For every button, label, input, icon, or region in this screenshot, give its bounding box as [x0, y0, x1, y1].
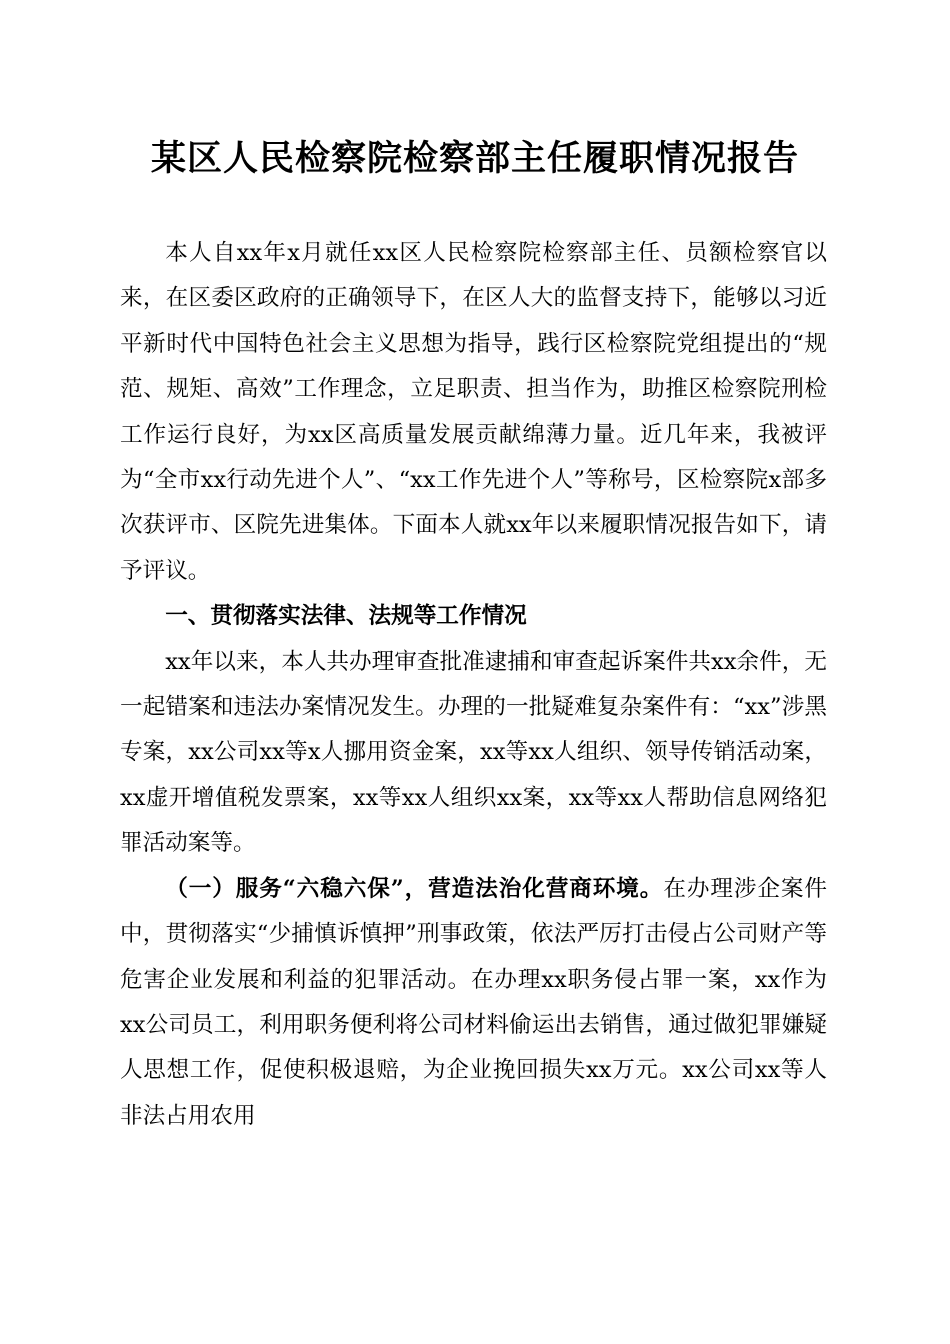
subsection-paragraph	[120, 867, 827, 1139]
document-body	[120, 231, 827, 1139]
section-heading: 一、贯彻落实法律、法规等工作情况	[165, 603, 527, 630]
section-paragraph: xx年以来，本人共办理审查批准逮捕和审查起诉案件共xx余件，无一起错案和违法办案情况发生。办理的一批疑难复杂案件有：“xx”涉黑专案，xx公司xx等x人挪用资金案，xx等xx人组织、领导传销活动案，xx虚开增值税发票案，xx等xx人组织xx案，xx等xx人帮助信息网络犯罪活动案等。	[120, 648, 827, 857]
intro-paragraph: 本人自xx年x月就任xx区人民检察院检察部主任、员额检察官以来，在区委区政府的正确领导下，在区人大的监督支持下，能够以习近平新时代中国特色社会主义思想为指导，践行区检察院党组提出的“规范、规矩、高效”工作理念，立足职责、担当作为，助推区检察院刑检工作运行良好，为xx区高质量发展贡献绵薄力量。近几年来，我被评为“全市xx行动先进个人”、“xx工作先进个人”等称号，区检察院x部多次获评市、区院先进集体。下面本人就xx年以来履职情况报告如下，请予评议。	[120, 240, 827, 584]
subsection-text: 在办理涉企案件中，贯彻落实“少捕慎诉慎押”刑事政策，依法严厉打击侵占公司财产等危害企业发展和利益的犯罪活动。在办理xx职务侵占罪一案，xx作为xx公司员工，利用职务便利将公司材料偷运出去销售，通过做犯罪嫌疑人思想工作，促使积极退赔，为企业挽回损失xx万元。xx公司xx等人非法占用农用	[120, 875, 827, 1129]
document-title: 某区人民检察院检察部主任履职情况报告	[150, 138, 799, 179]
subsection-lead: （一）服务“六稳六保”，营造法治化营商环境。	[165, 875, 664, 902]
